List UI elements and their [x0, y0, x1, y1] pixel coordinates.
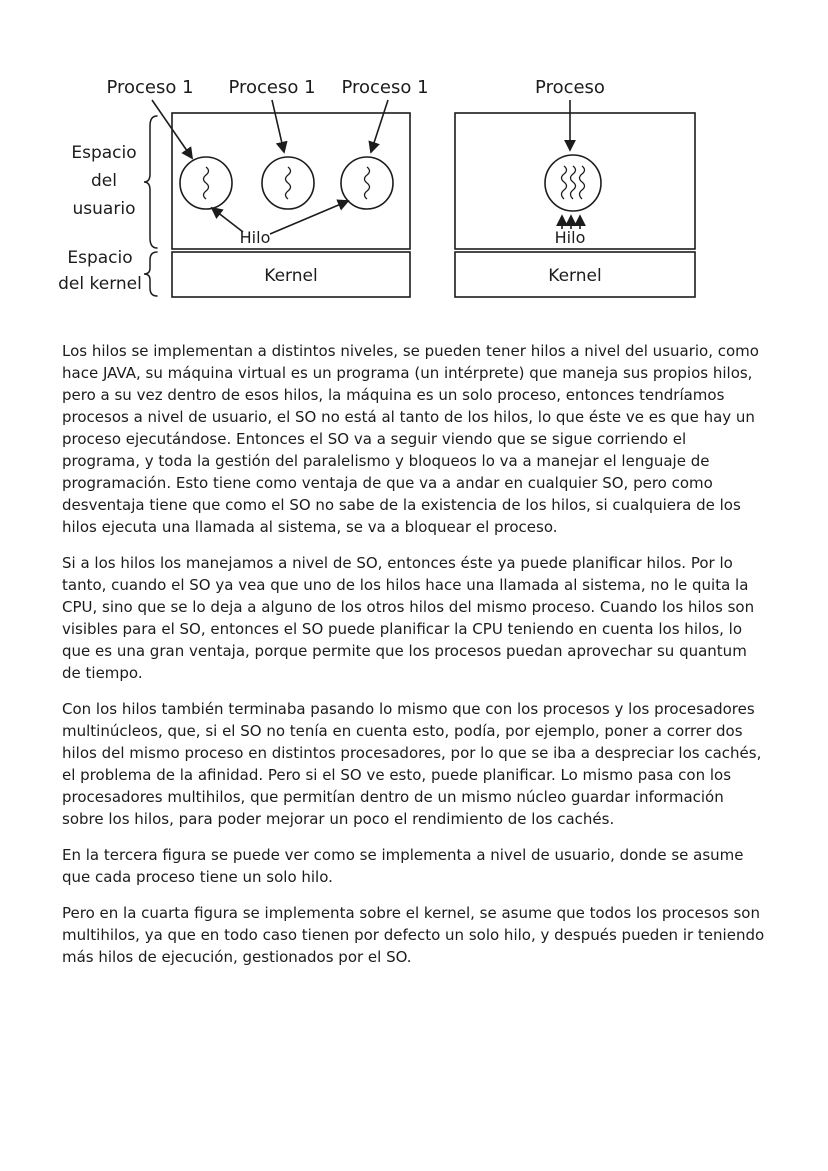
thread-squiggle-3 [365, 167, 370, 199]
paragraph-kernel-level-threads: Si a los hilos los manejamos a nivel de SO, entonces éste ya puede planificar hilos. Por lo tanto, cuando el SO ya vea que uno de los hilos hace una llamada al sistema, no le quita la CPU, sino que se lo deja a alguno de los otros hilos del mismo proceso. Cuando los hilos son visibles para el SO, entonces el SO puede planificar la CPU teniendo en cuenta los hilos, lo que es una gran ventaja, porque permite que los procesos puedan aprovechar su quantum de tiempo. [62, 554, 755, 682]
process-label-2: Proceso 1 [228, 77, 316, 98]
process-arrow-2 [272, 100, 284, 152]
paragraph-multicore-affinity: Con los hilos también terminaba pasando lo mismo que con los procesos y los procesadores multinúcleos, que, si el SO no tenía en cuenta esto, podía, por ejemplo, poner a correr dos hilos del mismo proceso en distintos procesadores, por lo que se iba a despreciar los cachés, el problema de la afinidad. Pero si el SO ve esto, puede planificar. Lo mismo pasa con los procesadores multihilos, que permitían dentro de un mismo núcleo guardar información sobre los hilos, para poder mejorar un poco el rendimiento de los cachés. [62, 700, 762, 828]
thread-squiggle-1 [204, 167, 209, 199]
kernel-space-brace [144, 252, 157, 296]
user-space-box-left [172, 113, 410, 249]
user-space-label-line3: usuario [72, 199, 136, 219]
threads-diagram-svg [0, 0, 828, 320]
kernel-level-threads-diagram [455, 77, 695, 297]
kernel-space-label-line1: Espacio [67, 248, 133, 268]
process-label-right: Proceso [535, 77, 605, 98]
paragraph-third-figure: En la tercera figura se puede ver como se implementa a nivel de usuario, donde se asume que cada proceso tiene un solo hilo. [62, 846, 744, 886]
kernel-label-right: Kernel [548, 266, 602, 286]
user-space-label-line1: Espacio [71, 143, 137, 163]
kernel-space-label-line2: del kernel [58, 274, 142, 294]
hilo-label-left: Hilo [239, 228, 271, 247]
threads-figure [0, 0, 828, 324]
process-circle-right [545, 155, 601, 211]
user-space-label-line2: del [91, 171, 117, 191]
thread-squiggle-2 [286, 167, 291, 199]
thread-squiggle-right-1 [562, 166, 567, 199]
process-arrow-3 [371, 100, 388, 152]
hilo-arrow-to-circle-3 [270, 201, 348, 234]
hilo-label-right: Hilo [554, 228, 586, 247]
thread-squiggle-right-3 [580, 166, 585, 199]
paragraph-user-level-threads: Los hilos se implementan a distintos niveles, se pueden tener hilos a nivel del usuario, como hace JAVA, su máquina virtual es un programa (un intérprete) que maneja sus propios hilos, pero a su vez dentro de esos hilos, la máquina es un solo proceso, entonces tendríamos procesos a nivel de usuario, el SO no está al tanto de los hilos, lo que éste ve es que hay un proceso ejecutándose. Entonces el SO va a seguir viendo que se sigue corriendo el programa, y toda la gestión del paralelismo y bloqueos lo va a manejar el lenguaje de programación. Esto tiene como ventaja de que va a andar en cualquier SO, pero como desventaja tiene que como el SO no sabe de la existencia de los hilos, si cualquiera de los hilos ejecuta una llamada al sistema, se va a bloquear el proceso. [62, 342, 759, 536]
user-space-brace [144, 116, 157, 248]
figure-side-labels [58, 116, 157, 296]
hilo-arrow-to-circle-1 [212, 208, 243, 232]
process-label-1: Proceso 1 [106, 77, 194, 98]
process-label-3: Proceso 1 [341, 77, 429, 98]
paragraph-fourth-figure: Pero en la cuarta figura se implementa sobre el kernel, se asume que todos los procesos son multihilos, ya que en todo caso tienen por defecto un solo hilo, y después pueden ir teniendo más hilos de ejecución, gestionados por el SO. [62, 904, 765, 966]
thread-squiggle-right-2 [571, 166, 576, 199]
kernel-label-left: Kernel [264, 266, 318, 286]
notes-text [62, 340, 768, 982]
user-level-threads-diagram [106, 77, 428, 297]
